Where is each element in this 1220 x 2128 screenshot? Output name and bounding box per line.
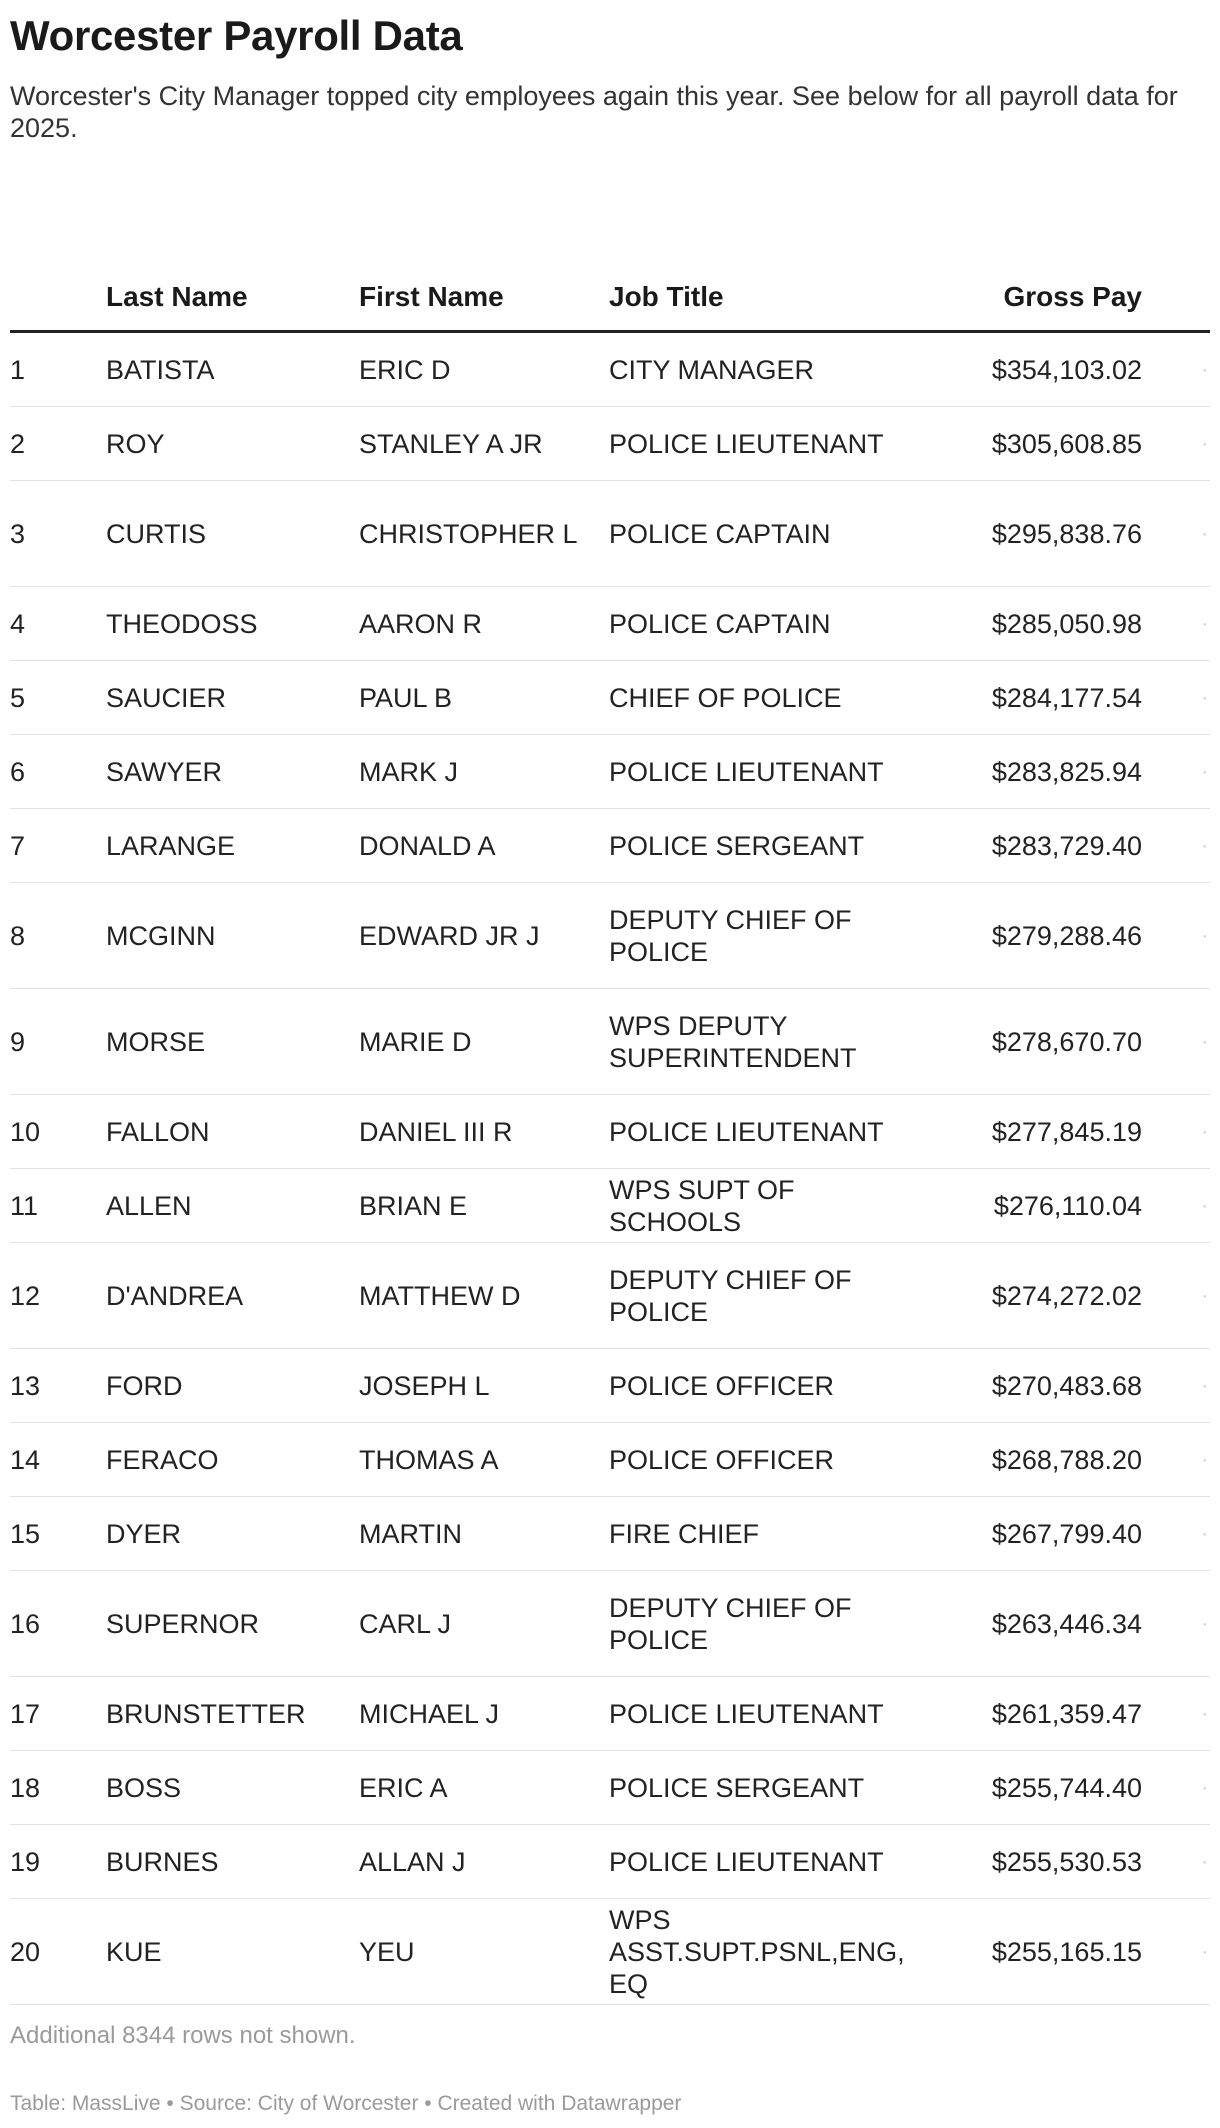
cell-overflow-indicator: ·: [1154, 989, 1210, 1095]
cell-job-title: POLICE LIEUTENANT: [609, 407, 934, 481]
cell-overflow-indicator: ·: [1154, 735, 1210, 809]
table-row: [10, 1095, 1210, 1169]
cell-job-title: POLICE SERGEANT: [609, 809, 934, 883]
cell-last-name: MCGINN: [106, 883, 359, 989]
cell-rank: 1: [10, 332, 106, 407]
cell-job-title: POLICE LIEUTENANT: [609, 1825, 934, 1899]
cell-job-title: DEPUTY CHIEF OF POLICE: [609, 883, 934, 989]
cell-last-name: CURTIS: [106, 481, 359, 587]
cell-gross-pay: $283,825.94: [934, 735, 1154, 809]
cell-overflow-indicator: ·: [1154, 1571, 1210, 1677]
table-row: [10, 1349, 1210, 1423]
cell-first-name: EDWARD JR J: [359, 883, 609, 989]
cell-first-name: MARK J: [359, 735, 609, 809]
header-row: [10, 264, 1210, 332]
cell-last-name: BATISTA: [106, 332, 359, 407]
cell-rank: 9: [10, 989, 106, 1095]
cell-last-name: BURNES: [106, 1825, 359, 1899]
cell-job-title: DEPUTY CHIEF OF POLICE: [609, 1243, 934, 1349]
cell-overflow-indicator: ·: [1154, 1423, 1210, 1497]
cell-last-name: LARANGE: [106, 809, 359, 883]
cell-job-title: POLICE OFFICER: [609, 1349, 934, 1423]
table-row: [10, 809, 1210, 883]
cell-first-name: MICHAEL J: [359, 1677, 609, 1751]
cell-gross-pay: $278,670.70: [934, 989, 1154, 1095]
cell-overflow-indicator: ·: [1154, 1751, 1210, 1825]
cell-last-name: MORSE: [106, 989, 359, 1095]
cell-last-name: FORD: [106, 1349, 359, 1423]
cell-rank: 5: [10, 661, 106, 735]
cell-gross-pay: $276,110.04: [934, 1169, 1154, 1243]
cell-first-name: CARL J: [359, 1571, 609, 1677]
cell-gross-pay: $255,530.53: [934, 1825, 1154, 1899]
cell-last-name: FERACO: [106, 1423, 359, 1497]
payroll-table: [10, 264, 1210, 2005]
cell-overflow-indicator: ·: [1154, 587, 1210, 661]
cell-first-name: MARIE D: [359, 989, 609, 1095]
cell-first-name: MARTIN: [359, 1497, 609, 1571]
cell-last-name: ROY: [106, 407, 359, 481]
table-row: [10, 1243, 1210, 1349]
cell-rank: 6: [10, 735, 106, 809]
cell-last-name: THEODOSS: [106, 587, 359, 661]
cell-rank: 12: [10, 1243, 106, 1349]
cell-job-title: FIRE CHIEF: [609, 1497, 934, 1571]
cell-last-name: BOSS: [106, 1751, 359, 1825]
table-row: [10, 481, 1210, 587]
cell-first-name: MATTHEW D: [359, 1243, 609, 1349]
cell-gross-pay: $284,177.54: [934, 661, 1154, 735]
cell-rank: 14: [10, 1423, 106, 1497]
cell-first-name: CHRISTOPHER L: [359, 481, 609, 587]
cell-rank: 4: [10, 587, 106, 661]
cell-last-name: DYER: [106, 1497, 359, 1571]
cell-rank: 13: [10, 1349, 106, 1423]
cell-rank: 19: [10, 1825, 106, 1899]
cell-rank: 3: [10, 481, 106, 587]
table-footer: Table: MassLive • Source: City of Worcester • Created with Datawrapper: [10, 2092, 682, 2115]
cell-rank: 17: [10, 1677, 106, 1751]
cell-overflow-indicator: ·: [1154, 1899, 1210, 2005]
cell-overflow-indicator: ·: [1154, 1497, 1210, 1571]
page-title: Worcester Payroll Data: [10, 12, 463, 59]
cell-overflow-indicator: ·: [1154, 1677, 1210, 1751]
cell-rank: 11: [10, 1169, 106, 1243]
cell-gross-pay: $261,359.47: [934, 1677, 1154, 1751]
cell-job-title: WPS ASST.SUPT.PSNL,ENG,EQ: [609, 1899, 934, 2005]
cell-overflow-indicator: ·: [1154, 1095, 1210, 1169]
cell-overflow-indicator: ·: [1154, 1825, 1210, 1899]
cell-job-title: POLICE CAPTAIN: [609, 481, 934, 587]
cell-job-title: POLICE SERGEANT: [609, 1751, 934, 1825]
cell-first-name: YEU: [359, 1899, 609, 2005]
cell-job-title: DEPUTY CHIEF OF POLICE: [609, 1571, 934, 1677]
cell-first-name: THOMAS A: [359, 1423, 609, 1497]
cell-job-title: POLICE LIEUTENANT: [609, 1095, 934, 1169]
cell-rank: 16: [10, 1571, 106, 1677]
cell-gross-pay: $285,050.98: [934, 587, 1154, 661]
cell-gross-pay: $295,838.76: [934, 481, 1154, 587]
cell-rank: 2: [10, 407, 106, 481]
cell-gross-pay: $279,288.46: [934, 883, 1154, 989]
table-body: [10, 332, 1210, 2005]
table-row: [10, 1825, 1210, 1899]
cell-job-title: POLICE LIEUTENANT: [609, 1677, 934, 1751]
cell-overflow-indicator: ·: [1154, 809, 1210, 883]
cell-rank: 7: [10, 809, 106, 883]
cell-gross-pay: $267,799.40: [934, 1497, 1154, 1571]
column-header-rank[interactable]: [10, 264, 106, 332]
cell-gross-pay: $255,165.15: [934, 1899, 1154, 2005]
table-row: [10, 989, 1210, 1095]
cell-overflow-indicator: ·: [1154, 481, 1210, 587]
cell-job-title: WPS SUPT OF SCHOOLS: [609, 1169, 934, 1243]
cell-overflow-indicator: ·: [1154, 1243, 1210, 1349]
cell-last-name: SAWYER: [106, 735, 359, 809]
table-row: [10, 1497, 1210, 1571]
cell-job-title: POLICE OFFICER: [609, 1423, 934, 1497]
cell-overflow-indicator: ·: [1154, 883, 1210, 989]
cell-job-title: POLICE CAPTAIN: [609, 587, 934, 661]
cell-job-title: CITY MANAGER: [609, 332, 934, 407]
table-row: [10, 661, 1210, 735]
cell-job-title: WPS DEPUTY SUPERINTENDENT: [609, 989, 934, 1095]
table-row: [10, 407, 1210, 481]
cell-job-title: POLICE LIEUTENANT: [609, 735, 934, 809]
cell-last-name: KUE: [106, 1899, 359, 2005]
table-row: [10, 1751, 1210, 1825]
cell-first-name: ERIC A: [359, 1751, 609, 1825]
cell-gross-pay: $277,845.19: [934, 1095, 1154, 1169]
column-header-first-name[interactable]: First Name: [359, 264, 609, 332]
cell-gross-pay: $283,729.40: [934, 809, 1154, 883]
cell-job-title: CHIEF OF POLICE: [609, 661, 934, 735]
cell-gross-pay: $354,103.02: [934, 332, 1154, 407]
column-header-job-title[interactable]: Job Title: [609, 264, 934, 332]
cell-first-name: DANIEL III R: [359, 1095, 609, 1169]
column-header-gross-pay[interactable]: Gross Pay: [934, 264, 1154, 332]
column-header-overflow: [1154, 264, 1210, 332]
table-row: [10, 1899, 1210, 2005]
cell-last-name: SAUCIER: [106, 661, 359, 735]
cell-overflow-indicator: ·: [1154, 1349, 1210, 1423]
cell-first-name: ERIC D: [359, 332, 609, 407]
cell-rank: 10: [10, 1095, 106, 1169]
table-description: Worcester's City Manager topped city employees again this year. See below for all payroll data for 2025.: [10, 81, 1178, 143]
table-row: [10, 1169, 1210, 1243]
cell-first-name: DONALD A: [359, 809, 609, 883]
cell-overflow-indicator: ·: [1154, 332, 1210, 407]
table-row: [10, 1571, 1210, 1677]
cell-first-name: STANLEY A JR: [359, 407, 609, 481]
cell-gross-pay: $270,483.68: [934, 1349, 1154, 1423]
cell-gross-pay: $305,608.85: [934, 407, 1154, 481]
cell-gross-pay: $268,788.20: [934, 1423, 1154, 1497]
cell-first-name: PAUL B: [359, 661, 609, 735]
cell-overflow-indicator: ·: [1154, 661, 1210, 735]
cell-rank: 8: [10, 883, 106, 989]
table-row: [10, 883, 1210, 989]
table-row: [10, 587, 1210, 661]
table-row: [10, 1423, 1210, 1497]
cell-overflow-indicator: ·: [1154, 1169, 1210, 1243]
cell-first-name: BRIAN E: [359, 1169, 609, 1243]
table-row: [10, 735, 1210, 809]
table-header: [10, 264, 1210, 332]
cell-gross-pay: $255,744.40: [934, 1751, 1154, 1825]
cell-first-name: JOSEPH L: [359, 1349, 609, 1423]
table-row: [10, 1677, 1210, 1751]
table-row: [10, 332, 1210, 407]
cell-last-name: BRUNSTETTER: [106, 1677, 359, 1751]
cell-first-name: ALLAN J: [359, 1825, 609, 1899]
rows-not-shown-note: Additional 8344 rows not shown.: [10, 2022, 356, 2049]
cell-gross-pay: $263,446.34: [934, 1571, 1154, 1677]
cell-last-name: ALLEN: [106, 1169, 359, 1243]
cell-last-name: FALLON: [106, 1095, 359, 1169]
cell-gross-pay: $274,272.02: [934, 1243, 1154, 1349]
cell-rank: 20: [10, 1899, 106, 2005]
cell-first-name: AARON R: [359, 587, 609, 661]
cell-last-name: D'ANDREA: [106, 1243, 359, 1349]
cell-last-name: SUPERNOR: [106, 1571, 359, 1677]
column-header-last-name[interactable]: Last Name: [106, 264, 359, 332]
cell-overflow-indicator: ·: [1154, 407, 1210, 481]
cell-rank: 15: [10, 1497, 106, 1571]
cell-rank: 18: [10, 1751, 106, 1825]
